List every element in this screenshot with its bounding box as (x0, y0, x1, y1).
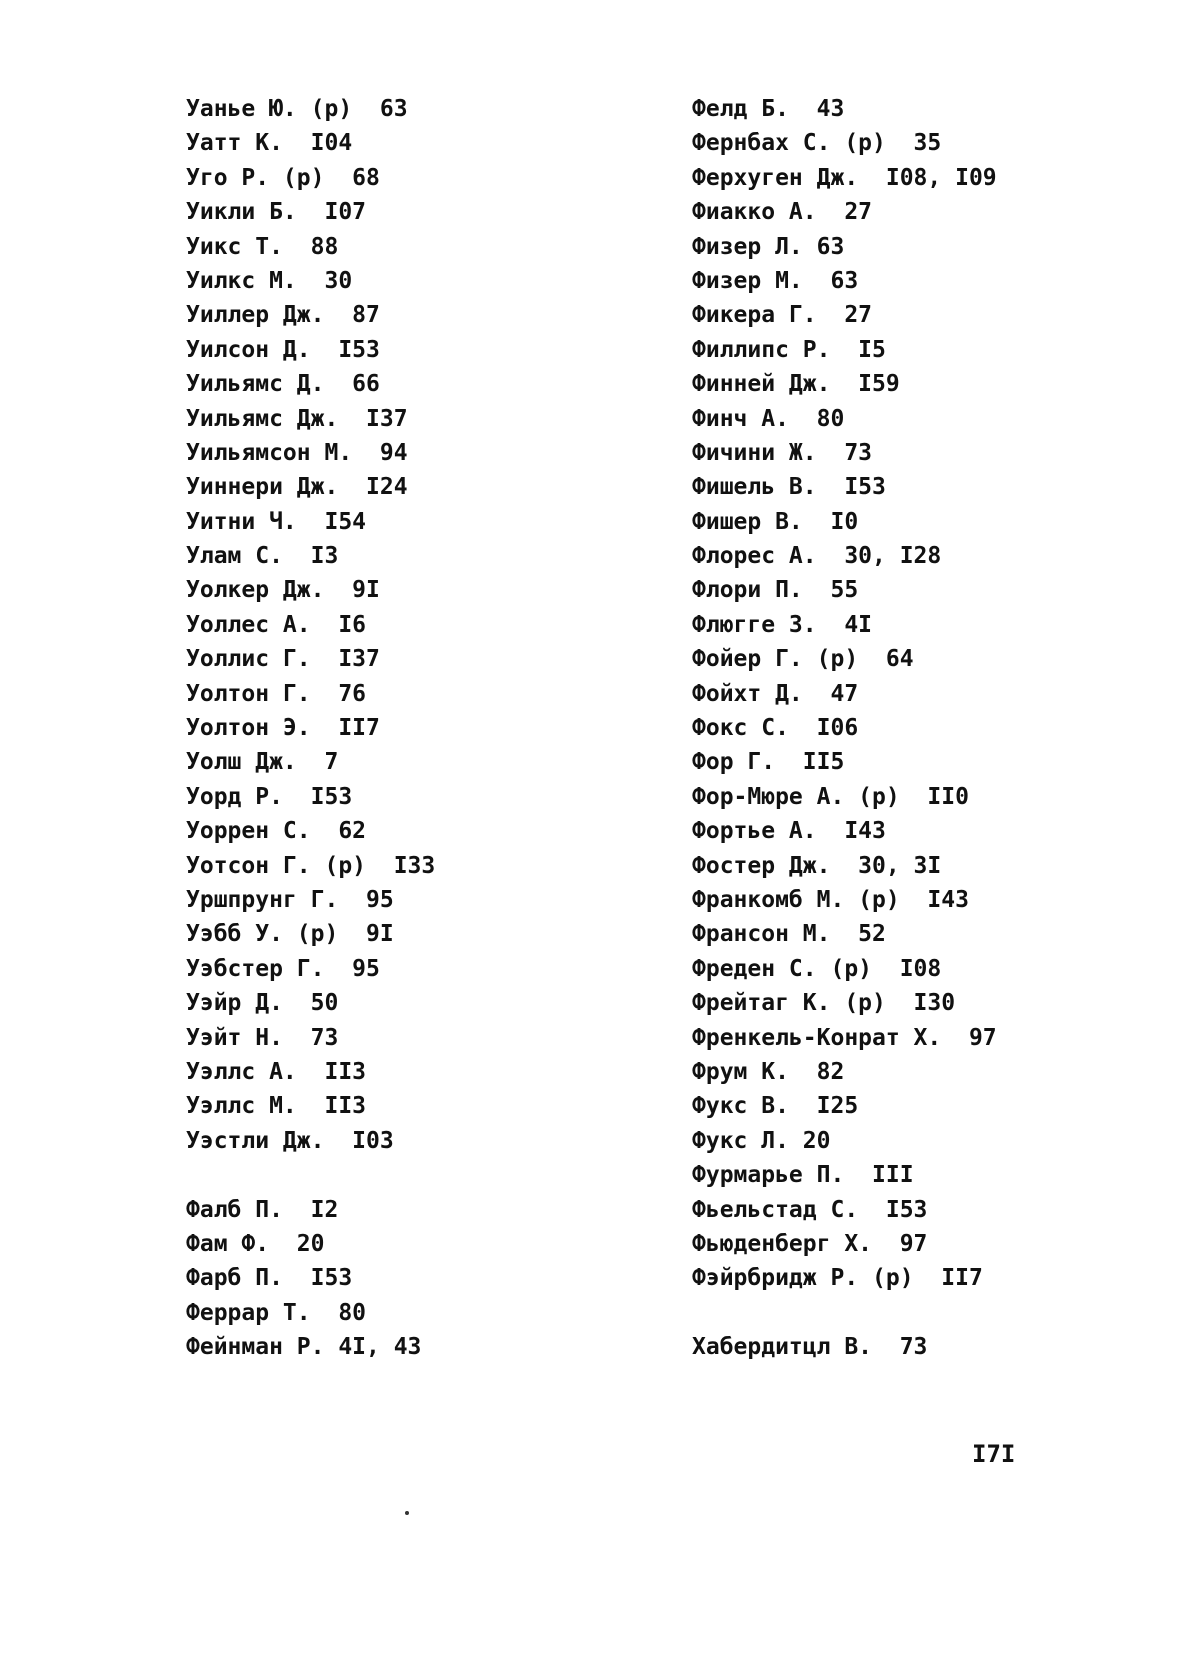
index-entry: Уильямсон М. 94 (186, 439, 408, 466)
index-column-right (692, 92, 997, 1364)
index-entry: Фэйрбридж Р. (р) II7 (692, 1265, 983, 1292)
index-entry: Уэйр Д. 50 (186, 990, 339, 1017)
index-entry: Уорд Р. I53 (186, 783, 353, 810)
index-entry: Флори П. 55 (692, 577, 859, 604)
index-entry: Флорес А. 30, I28 (692, 543, 942, 570)
index-entry: Уанье Ю. (р) 63 (186, 96, 408, 122)
index-entry: Франсон М. 52 (692, 921, 886, 948)
index-entry: Флюгге З. 4I (692, 611, 873, 638)
index-entry: Уитни Ч. I54 (186, 508, 367, 535)
index-entry: Франкомб М. (р) I43 (692, 886, 969, 913)
index-entry: Ферхуген Дж. I08, I09 (692, 164, 997, 191)
index-entry: Уршпрунг Г. 95 (186, 886, 394, 913)
index-entry: Фичини Ж. 73 (692, 439, 873, 466)
index-entry: Фишер В. I0 (692, 508, 859, 535)
index-entry: Фрейтаг К. (р) I30 (692, 990, 956, 1017)
index-entry: Уотсон Г. (р) I33 (186, 852, 436, 879)
index-group-f-continued (692, 92, 997, 1296)
index-entry: Физер М. 63 (692, 267, 859, 294)
index-entry: Уго Р. (р) 68 (186, 164, 380, 191)
index-entry: Уикли Б. I07 (186, 199, 367, 226)
index-entry: Уоррен С. 62 (186, 818, 367, 845)
index-entry: Фелд Б. 43 (692, 96, 845, 122)
index-entry: Уиллер Дж. 87 (186, 302, 380, 329)
index-entry: Уэбб У. (р) 9I (186, 921, 394, 948)
index-entry: Улам С. I3 (186, 543, 339, 570)
index-entry: Уоллес А. I6 (186, 611, 367, 638)
index-entry: Уолш Дж. 7 (186, 749, 339, 776)
index-column-left (186, 92, 435, 1364)
index-entry: Уэстли Дж. I03 (186, 1127, 394, 1154)
index-entry: Френкель-Конрат Х. 97 (692, 1024, 997, 1051)
index-group-f (186, 1193, 435, 1365)
index-entry: Фиакко А. 27 (692, 199, 873, 226)
index-entry: Уатт К. I04 (186, 130, 353, 157)
index-entry: Уэллс А. II3 (186, 1058, 367, 1085)
index-entry: Феррар Т. 80 (186, 1299, 367, 1326)
index-entry: Фортье А. I43 (692, 818, 886, 845)
index-group-u (186, 92, 435, 1158)
index-entry: Уэйт Н. 73 (186, 1024, 339, 1051)
index-entry: Фрум К. 82 (692, 1058, 845, 1085)
index-entry: Фойер Г. (р) 64 (692, 646, 914, 673)
index-entry: Фойхт Д. 47 (692, 680, 859, 707)
index-entry: Фикера Г. 27 (692, 302, 873, 329)
index-entry: Фостер Дж. 30, 3I (692, 852, 942, 879)
index-entry: Фор-Мюре А. (р) II0 (692, 783, 969, 810)
index-entry: Фор Г. II5 (692, 749, 845, 776)
index-entry: Финч А. 80 (692, 405, 845, 432)
index-entry: Фурмарье П. III (692, 1162, 914, 1189)
print-speck (405, 1511, 409, 1515)
index-entry: Фреден С. (р) I08 (692, 955, 942, 982)
index-entry: Уолтон Г. 76 (186, 680, 367, 707)
index-entry: Уолтон Э. II7 (186, 715, 380, 742)
index-entry: Уилсон Д. I53 (186, 336, 380, 363)
index-entry: Уилкс М. 30 (186, 267, 353, 294)
index-entry: Филлипс Р. I5 (692, 336, 886, 363)
index-entry: Фукс В. I25 (692, 1093, 859, 1120)
index-entry: Уэбстер Г. 95 (186, 955, 380, 982)
index-entry: Фьюденберг Х. 97 (692, 1230, 928, 1257)
index-entry: Фокс С. I06 (692, 715, 859, 742)
index-entry: Фам Ф. 20 (186, 1230, 325, 1257)
index-entry: Физер Л. 63 (692, 233, 845, 260)
index-entry: Фьельстад С. I53 (692, 1196, 928, 1223)
index-entry: Фарб П. I53 (186, 1265, 353, 1292)
index-entry: Уиннери Дж. I24 (186, 474, 408, 501)
index-entry: Уоллис Г. I37 (186, 646, 380, 673)
index-entry: Уикс Т. 88 (186, 233, 339, 260)
index-entry: Уэллс М. II3 (186, 1093, 367, 1120)
section-gap (186, 1158, 435, 1192)
index-entry: Уильямс Д. 66 (186, 371, 380, 398)
index-entry: Хабердитцл В. 73 (692, 1334, 928, 1361)
page-number: I7I (972, 1440, 1016, 1468)
index-group-h (692, 1330, 997, 1364)
index-entry: Финней Дж. I59 (692, 371, 900, 398)
index-entry: Уолкер Дж. 9I (186, 577, 380, 604)
index-entry: Фишель В. I53 (692, 474, 886, 501)
index-entry: Уильямс Дж. I37 (186, 405, 408, 432)
index-entry: Фалб П. I2 (186, 1196, 339, 1223)
index-entry: Фукс Л. 20 (692, 1127, 831, 1154)
index-entry: Фернбах С. (р) 35 (692, 130, 942, 157)
index-entry: Фейнман Р. 4I, 43 (186, 1334, 422, 1361)
section-gap (692, 1296, 997, 1330)
